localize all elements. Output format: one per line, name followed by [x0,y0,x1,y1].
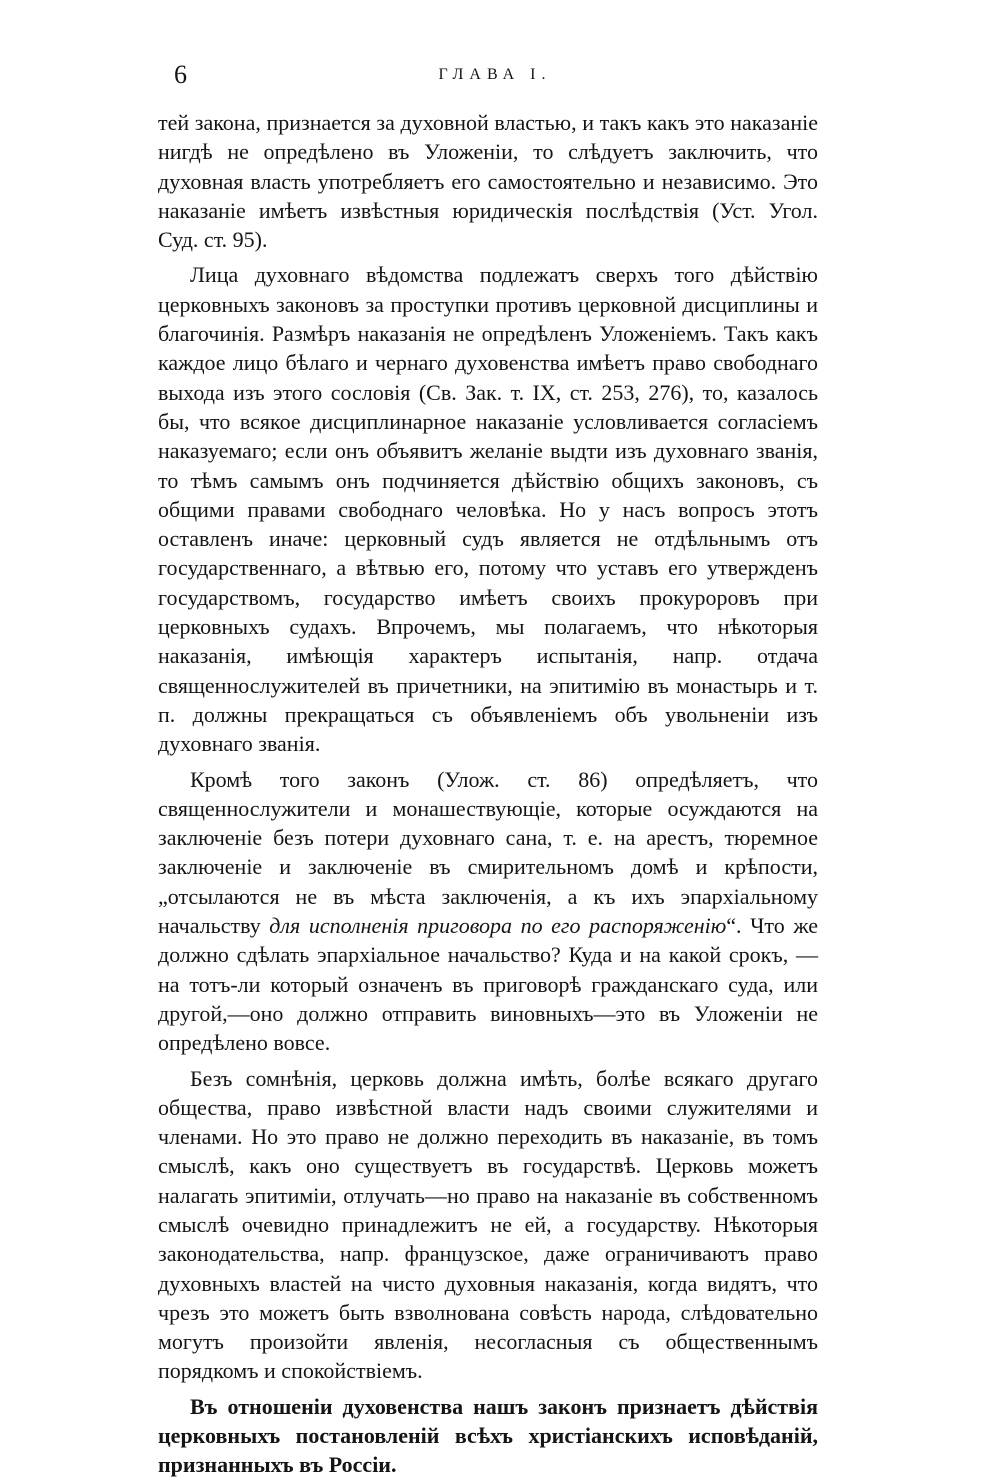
body-text [158,108,818,1480]
paragraph-text: Кромѣ того законъ (Улож. ст. 86) опредѣляетъ, что священнослужители и монашествующіе, которые осуждаются на заключеніе безъ потери духовнаго сана, т. е. на арестъ, тюремное заключеніе и заключеніе въ смирительномъ домѣ и крѣпости, „отсылаются не въ мѣста заключенія, а къ ихъ эпархіальному начальству [158,766,818,939]
page-header [174,60,816,100]
paragraph-4 [158,1064,818,1386]
paragraph-text: Лица духовнаго вѣдомства подлежатъ сверхъ того дѣйствію церковныхъ законовъ за проступки противъ церковной дисциплины и благочинія. Размѣръ наказанія не опредѣленъ Уложеніемъ. Такъ какъ каждое лицо бѣлаго и чернаго духовенства имѣетъ право свободнаго выхода изъ этого сословія (Св. Зак. т. IX, ст. 253, 276), то, казалось бы, что всякое дисциплинарное наказаніе условливается согласіемъ наказуемаго; если онъ объявитъ желаніе выдти изъ духовнаго званія, то тѣмъ самымъ онъ подчиняется дѣйствію общихъ законовъ, съ общими правами свободнаго человѣка. Но у насъ вопросъ этотъ оставленъ иначе: церковный судъ является не отдѣльнымъ отъ государственнаго, а вѣтвью его, потому что уставъ его утвержденъ государствомъ, государство имѣетъ своихъ прокуроровъ при церковныхъ судахъ. Впрочемъ, мы полагаемъ, что нѣкоторыя наказанія, имѣющія характеръ испытанія, напр. отдача священнослужителей въ причетники, на эпитимію въ монастырь и т. п. должны прекращаться съ объявленіемъ объ увольненіи изъ духовнаго званія. [158,262,818,757]
page-number: 6 [174,60,187,89]
running-title: ГЛАВА I. [438,66,552,83]
paragraph-3 [158,765,818,1058]
paragraph-text: “. Что же должно сдѣлать эпархіальное начальство? Куда и на какой срокъ, — на тотъ-ли который означенъ въ приговорѣ гражданскаго суда, или другой,—оно должно отправить виновныхъ—это въ Уложеніи не опредѣлено вовсе. [158,913,818,1056]
paragraph-1 [158,108,818,254]
paragraph-text: Въ отношеніи духовенства нашъ законъ признаетъ дѣйствія церковныхъ постановленій всѣхъ христіанскихъ исповѣданій, признанныхъ въ Россіи. [158,1393,818,1478]
paragraph-2 [158,260,818,758]
paragraph-text: Безъ сомнѣнія, церковь должна имѣть, болѣе всякаго другаго общества, право извѣстной власти надъ своими служителями и членами. Но это право не должно переходить въ наказаніе, въ томъ смыслѣ, какъ оно существуетъ въ государствѣ. Церковь можетъ налагать эпитиміи, отлучать—но право на наказаніе въ собственномъ смыслѣ очевидно принадлежитъ не ей, а государству. Нѣкоторыя законодательства, напр. французское, даже ограничиваютъ право духовныхъ властей на чисто духовныя наказанія, когда видятъ, что чрезъ это можетъ быть взволнована совѣсть народа, слѣдовательно могутъ произойти явленія, несогласныя съ общественнымъ порядкомъ и спокойствіемъ. [158,1065,818,1384]
paragraph-5 [158,1392,818,1480]
italic-quote: для исполненія приговора по его распоряженію [269,913,727,939]
paragraph-text: тей закона, признается за духовной властью, и такъ какъ это наказаніе нигдѣ не опредѣлено въ Уложеніи, то слѣдуетъ заключить, что духовная власть употребляетъ его самостоятельно и независимо. Это наказаніе имѣетъ извѣстныя юридическія послѣдствія (Уст. Угол. Суд. ст. 95). [158,110,818,253]
